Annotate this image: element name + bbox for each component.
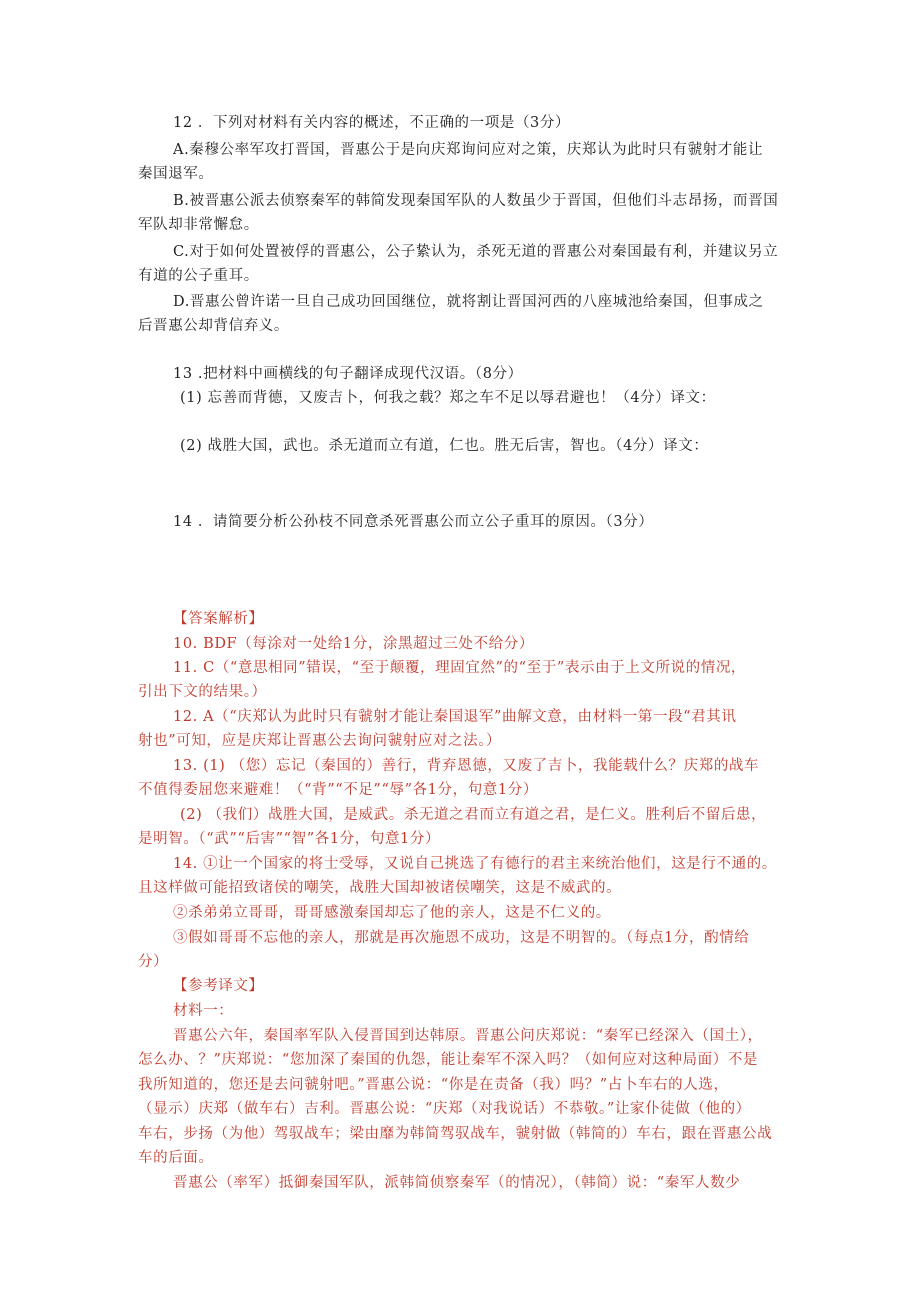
translation-p1-line4: （显示）庆郑（做车右）吉利。晋惠公说：“庆郑（对我说话）不恭敬。”让家仆徒做（他的） <box>138 1101 751 1117</box>
q12-option-b-line1: B.被晋惠公派去侦察秦军的韩简发现秦国军队的人数虽少于晋国，但他们斗志昂扬，而晋国 <box>173 193 779 209</box>
answer-13-line3: (2) （我们）战胜大国，是威武。杀无道之君而立有道之君，是仁义。胜利后不留后患， <box>180 807 767 823</box>
answer-11-line2: 引出下文的结果。） <box>138 684 267 700</box>
answer-13-line1: 13. (1) （您）忘记（秦国的）善行，背弃恩德，又废了吉卜，我能载什么？庆郑的战车 <box>173 758 760 774</box>
q12-option-d-line1: D.晋惠公曾许诺一旦自己成功回国继位，就将割让晋国河西的八座城池给秦国，但事成之 <box>173 294 764 310</box>
q13-sentence-2: (2) 战胜大国，武也。杀无道而立有道，仁也。胜无后害，智也。（4分）译文： <box>180 438 709 454</box>
translation-p1-line1: 晋惠公六年，秦国率军队入侵晋国到达韩原。晋惠公问庆郑说：“秦军已经深入（国土）， <box>173 1028 763 1044</box>
translation-p1-line3: 我所知道的，您还是去问虢射吧。”晋惠公说：“你是在责备（我）吗？”占卜车右的人选， <box>138 1077 729 1093</box>
q12-option-a-line1: A.秦穆公率军攻打晋国，晋惠公于是向庆郑询问应对之策，庆郑认为此时只有虢射才能让 <box>173 142 764 158</box>
q12-option-a-line2: 秦国退军。 <box>138 166 214 182</box>
answer-12-line2: 射也”可知，应是庆郑让晋惠公去询问虢射应对之法。） <box>138 733 502 749</box>
q12-option-b-line2: 军队却非常懈怠。 <box>138 217 259 233</box>
translation-p1-line2: 怎么办、？”庆郑说：“您加深了秦国的仇怨，能让秦军不深入吗？（如何应对这种局面）不是 <box>138 1052 759 1068</box>
answer-13-line2: 不值得委屈您来避难！（“背”“不足”“辱”各1分，句意1分） <box>138 782 538 798</box>
translation-p1-line6: 车的后面。 <box>138 1150 214 1166</box>
answer-12-line1: 12. A（“庆郑认为此时只有虢射才能让秦国退军”曲解文意，由材料一第一段“君其讯 <box>173 709 737 725</box>
answers-heading: 【答案解析】 <box>173 611 264 627</box>
q12-stem: 12 ．下列对材料有关内容的概述，不正确的一项是（3分） <box>173 115 571 131</box>
answer-13-line4: 是明智。（“武”“后害”“智”各1分，句意1分） <box>138 831 441 847</box>
answer-14-line1: 14. ①让一个国家的将士受辱，又说自己挑选了有德行的君主来统治他们，这是行不通的。 <box>173 856 777 872</box>
answer-10: 10. BDF（每涂对一处给1分，涂黑超过三处不给分） <box>173 636 534 652</box>
answer-14-line2: 且这样做可能招致诸侯的嘲笑，战胜大国却被诸侯嘲笑，这是不威武的。 <box>138 880 622 896</box>
answer-14-line4: ③假如哥哥不忘他的亲人，那就是再次施恩不成功，这是不明智的。（每点1分，酌情给 <box>173 930 750 946</box>
q14-stem: 14 ．请简要分析公孙枝不同意杀死晋惠公而立公子重耳的原因。（3分） <box>173 514 654 530</box>
answer-11-line1: 11. C（“意思相同”错误，“至于颠覆，理固宜然”的“至于”表示由于上文所说的情况， <box>173 660 747 676</box>
translation-heading: 【参考译文】 <box>173 978 264 994</box>
q12-option-d-line2: 后晋惠公却背信弃义。 <box>138 318 289 334</box>
answer-14-line3: ②杀弟弟立哥哥，哥哥感激秦国却忘了他的亲人，这是不仁义的。 <box>173 905 611 921</box>
q13-stem: 13 .把材料中画横线的句子翻译成现代汉语。（8分） <box>173 366 523 382</box>
answer-14-line5: 分） <box>138 954 169 970</box>
q12-option-c-line2: 有道的公子重耳。 <box>138 268 259 284</box>
translation-p1-line5: 车右，步扬（为他）驾驭战车；梁由靡为韩简驾驭战车，虢射做（韩简的）车右，跟在晋惠公战 <box>138 1126 773 1142</box>
q12-option-c-line1: C.对于如何处置被俘的晋惠公，公子絷认为，杀死无道的晋惠公对秦国最有利，并建议另立 <box>173 244 779 260</box>
translation-p2-line1: 晋惠公（率军）抵御秦国军队，派韩简侦察秦军（的情况），（韩简）说：“秦军人数少 <box>173 1175 741 1191</box>
q13-sentence-1: (1) 忘善而背德，又废吉卜，何我之载？郑之车不足以辱君避也！（4分）译文： <box>180 390 716 406</box>
translation-material-label: 材料一： <box>173 1003 234 1019</box>
